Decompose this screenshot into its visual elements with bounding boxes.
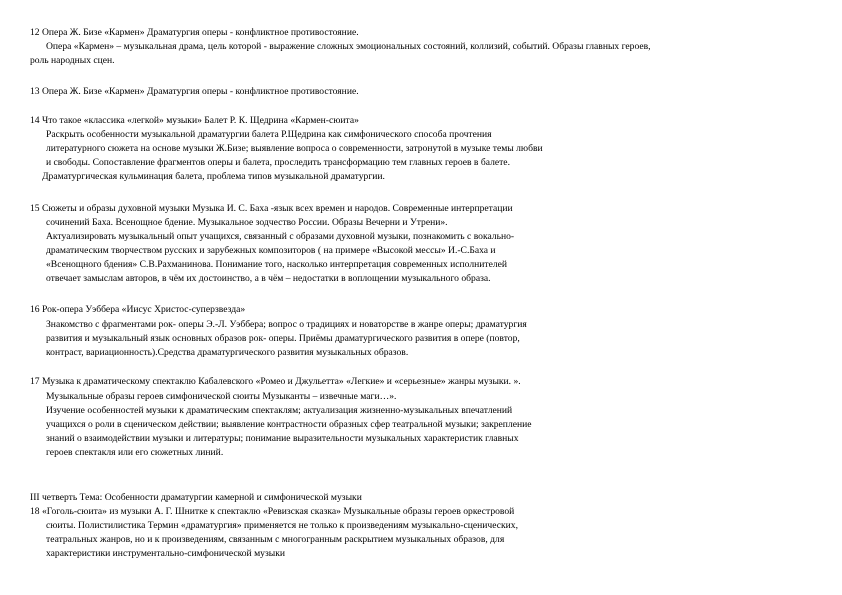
lesson-12-text-1: Опера «Кармен» – музыкальная драма, цель которой - выражение сложных эмоциональных состояний, коллизий, событий. Образы главных героев, [46,41,651,52]
lesson-17-text-5: героев спектакля или его сюжетных линий. [46,447,224,458]
lesson-17-text-1: Музыкальные образы героев симфонической сюиты Музыканты – извечные маги…». [46,391,397,402]
lesson-16-text-2: развития и музыкальный язык основных образов рок- оперы. Приёмы драматургического развития в опере (повтор, [46,333,520,344]
lesson-15-text-5: отвечает замыслам авторов, в чём их достоинство, а в чём – недостатки в воплощении музыкального образа. [46,273,491,284]
lesson-18-text-3: характеристики инструментально-симфонической музыки [46,548,285,559]
lesson-15-text-3: драматическим творчеством русских и зарубежных композиторов ( на примере «Высокой мессы» И.-С.Баха и [46,245,496,256]
lesson-15-text-1: сочинений Баха. Всенощное бдение. Музыкальное зодчество России. Образы Вечерни и Утрени». [46,217,448,228]
lesson-18-text-2: театральных жанров, но и к произведениям, связанным с многогранным раскрытием музыкальных образов, для [46,534,505,545]
lesson-14-text-3: и свободы. Сопоставление фрагментов оперы и балета, проследить трансформацию тем главных героев в балете. [46,157,510,168]
quarter-heading: III четверть Тема: Особенности драматургии камерной и симфонической музыки [30,492,362,503]
lesson-13-heading: 13 Опера Ж. Бизе «Кармен» Драматургия оперы - конфликтное противостояние. [30,86,359,97]
lesson-14-text-4: Драматургическая кульминация балета, проблема типов музыкальной драматургии. [42,171,385,182]
lesson-12-heading: 12 Опера Ж. Бизе «Кармен» Драматургия оперы - конфликтное противостояние. [30,27,359,38]
lesson-17-heading: 17 Музыка к драматическому спектаклю Кабалевского «Ромео и Джульетта» «Легкие» и «серьезные» жанры музыки. ». [30,376,521,387]
lesson-17-text-3: учащихся о роли в сценическом действии; выявление контрастности образных сфер театральной музыки; закрепление [46,419,532,430]
lesson-14-text-1: Раскрыть особенности музыкальной драматургии балета Р.Щедрина как симфонического способа прочтения [46,129,492,140]
lesson-14-heading: 14 Что такое «классика «легкой» музыки» Балет Р. К. Щедрина «Кармен-сюита» [30,115,359,126]
lesson-16-text-3: контраст, вариационность).Средства драматургического развития музыкальных образов. [46,347,409,358]
lesson-15-heading: 15 Сюжеты и образы духовной музыки Музыка И. С. Баха -язык всех времен и народов. Современные интерпретации [30,203,513,214]
lesson-14-text-2: литературного сюжета на основе музыки Ж.Бизе; выявление вопроса о современности, затронутой в музыке темы любви [46,143,543,154]
lesson-17-text-4: знаний о взаимодействии музыки и литературы; понимание выразительности музыкальных характеристик главных [46,433,519,444]
lesson-18-heading: 18 «Гоголь-сюита» из музыки А. Г. Шнитке к спектаклю «Ревизская сказка» Музыкальные образы героев оркестровой [30,506,515,517]
lesson-16-heading: 16 Рок-опера Уэббера «Иисус Христос-суперзвезда» [30,304,246,315]
lesson-12-text-2: роль народных сцен. [30,55,115,66]
lesson-17-text-2: Изучение особенностей музыки к драматическим спектаклям; актуализация жизненно-музыкальных впечатлений [46,405,513,416]
lesson-15-text-2: Актуализировать музыкальный опыт учащихся, связанный с образами духовной музыки, познакомить с вокально- [46,231,515,242]
lesson-16-text-1: Знакомство с фрагментами рок- оперы Э.-Л. Уэббера; вопрос о традициях и новаторстве в жанре оперы; драматургия [46,319,527,330]
lesson-15-text-4: «Всенощного бдения» С.В.Рахманинова. Понимание того, насколько интерпретация современных исполнителей [46,259,508,270]
lesson-18-text-1: сюиты. Полистилистика Термин «драматургия» применяется не только к произведениям музыкально-сценических, [46,520,518,531]
